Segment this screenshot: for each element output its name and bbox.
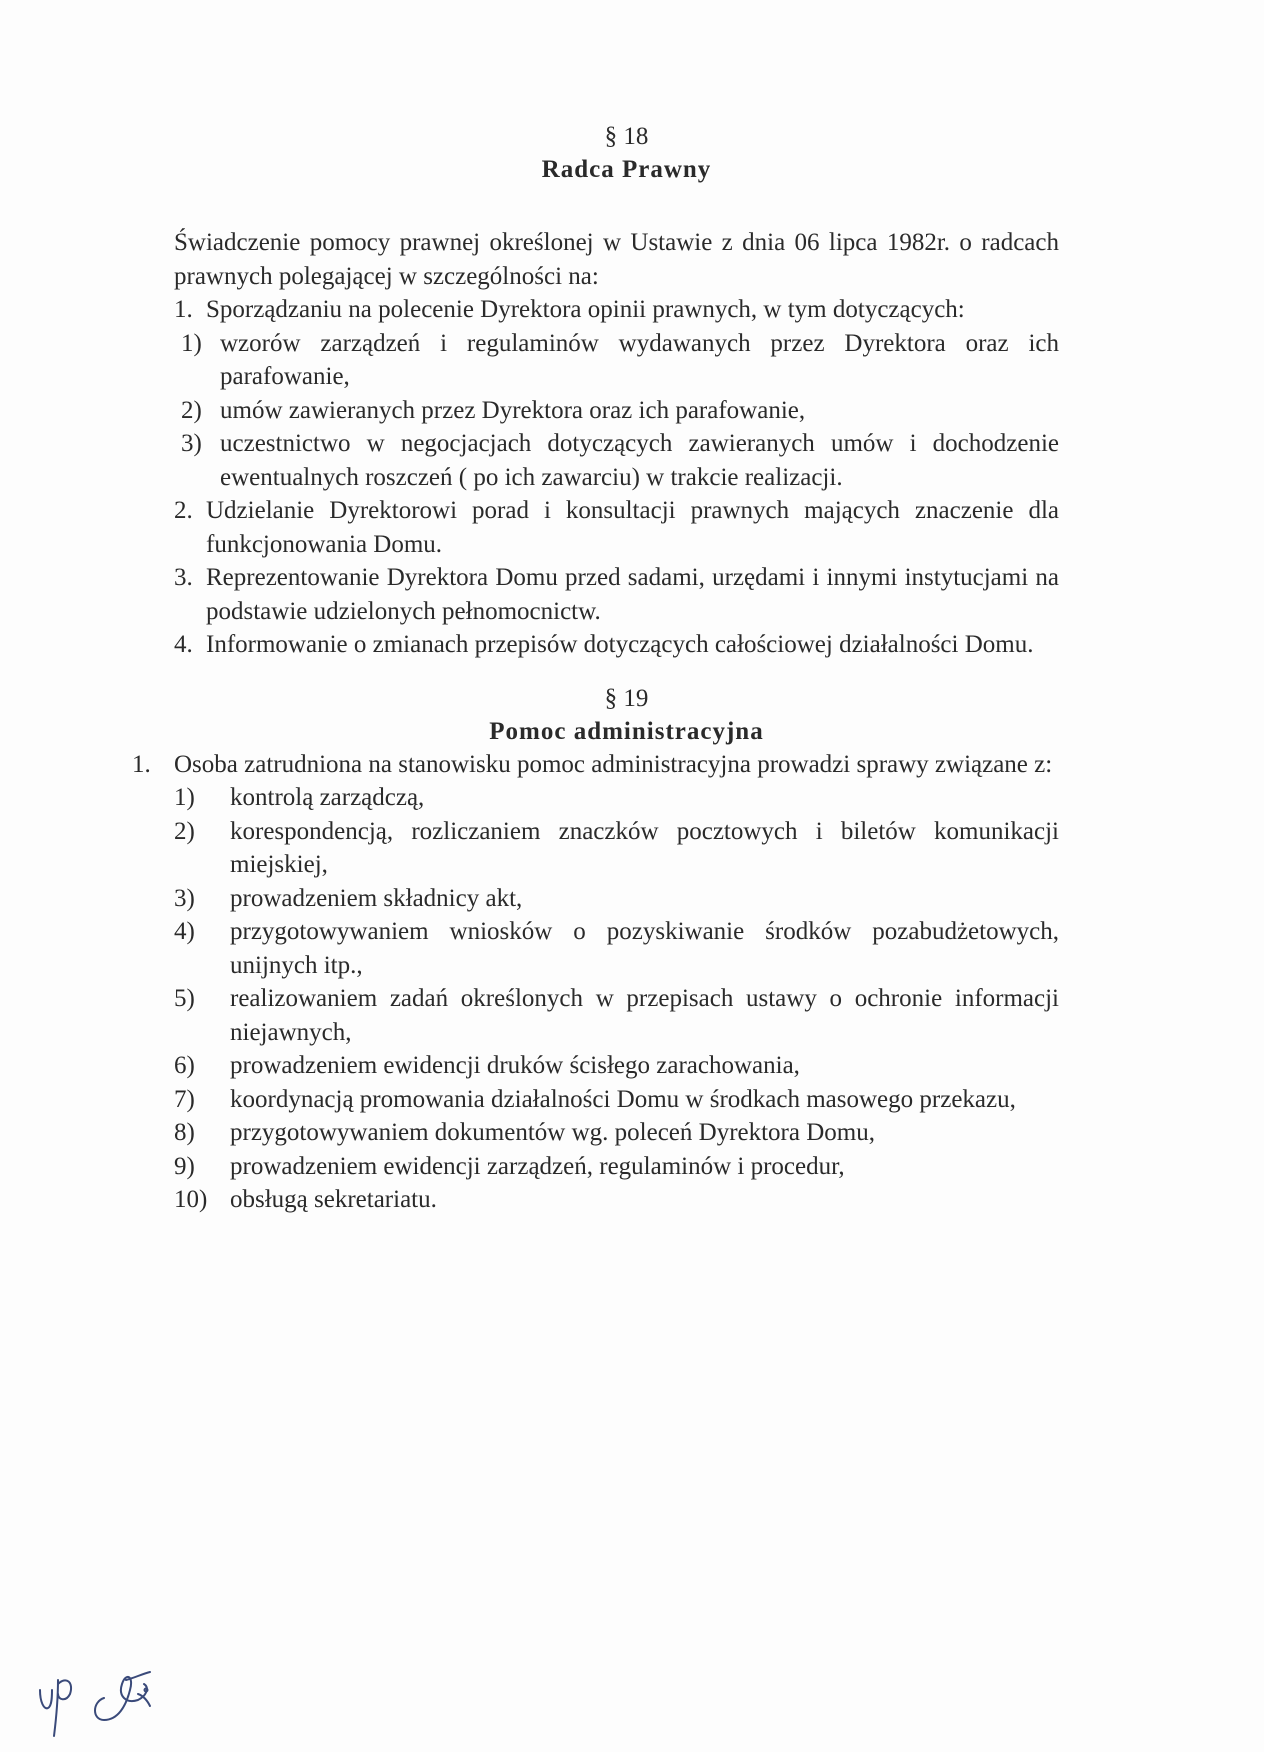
subitem-number: 4) [174,918,195,945]
section-18-intro: Świadczenie pomocy prawnej określonej w Ustawie z dnia 06 lipca 1982r. o radcach prawnych polegającej w szczególności na: [174,229,1059,290]
subitem-number: 9) [174,1152,195,1180]
section-18-item-4 [174,628,1059,662]
item-text: Reprezentowanie Dyrektora Domu przed sadami, urzędami i innymi instytucjami na podstawie udzielonych pełnomocnictw. [206,564,1059,625]
subitem-number: 10) [174,1186,208,1213]
subitem-number: 2) [174,817,195,845]
handwritten-signature [34,1650,174,1740]
section-18-item-1 [174,293,1059,327]
subitem-text: przygotowywaniem dokumentów wg. poleceń Dyrektora Domu, [230,1119,875,1146]
subitem-text: umów zawieranych przez Dyrektora oraz ich parafowanie, [220,396,806,424]
section-19-subitem-3 [174,882,1059,916]
section-19-subitem-2 [174,815,1059,882]
subitem-text: obsługą sekretariatu. [230,1186,437,1213]
item-text: Osoba zatrudniona na stanowisku pomoc administracyjna prowadzi sprawy związane z: [174,750,1053,778]
subitem-number: 6) [174,1052,195,1079]
subitem-number: 1) [174,784,195,811]
section-18-title: Radca Prawny [541,156,712,183]
section-19-subitem-8 [174,1116,1059,1150]
subitem-text: kontrolą zarządczą, [230,784,425,811]
subitem-text: korespondencją, rozliczaniem znaczków pocztowych i biletów komunikacji miejskiej, [230,817,1059,878]
section-18-subitem-1 [174,327,1059,394]
item-text: Sporządzaniu na polecenie Dyrektora opinii prawnych, w tym dotyczących: [206,296,965,323]
subitem-number: 3) [181,430,202,457]
subitem-text: uczestnictwo w negocjacjach dotyczących zawieranych umów i dochodzenie ewentualnych roszczeń ( po ich zawarciu) w trakcie realizacji. [220,430,1059,491]
section-19-subitem-7 [174,1083,1059,1117]
section-19-subitem-10 [174,1183,1059,1217]
subitem-number: 5) [174,985,195,1012]
item-text: Informowanie o zmianach przepisów dotyczących całościowej działalności Domu. [206,631,1034,658]
section-19-title: Pomoc administracyjna [489,717,764,745]
section-19-subitem-4 [174,915,1059,982]
subitem-text: przygotowywaniem wniosków o pozyskiwanie środków pozabudżetowych, unijnych itp., [230,918,1059,979]
subitem-text: realizowaniem zadań określonych w przepisach ustawy o ochronie informacji niejawnych, [230,985,1059,1046]
section-18-subitem-2 [174,394,1059,428]
subitem-text: wzorów zarządzeń i regulaminów wydawanych przez Dyrektora oraz ich parafowanie, [220,329,1059,390]
section-19-subitem-9 [174,1150,1059,1184]
subitem-number: 8) [174,1119,195,1146]
item-number: 3. [174,564,193,591]
subitem-text: koordynacją promowania działalności Domu w środkach masowego przekazu, [230,1085,1016,1113]
subitem-number: 3) [174,884,195,912]
section-19-item-1 [132,748,1059,782]
section-18-item-3 [174,561,1059,628]
subitem-text: prowadzeniem ewidencji druków ścisłego zarachowania, [230,1052,800,1079]
item-number: 1. [132,750,151,778]
item-number: 4. [174,631,193,658]
subitem-text: prowadzeniem składnicy akt, [230,884,523,912]
subitem-text: prowadzeniem ewidencji zarządzeń, regulaminów i procedur, [230,1152,845,1180]
subitem-number: 7) [174,1085,195,1113]
subitem-number: 1) [181,329,202,357]
section-19-sign: § 19 [604,684,649,712]
section-18-item-2 [174,494,1059,561]
section-18-subitem-3 [174,427,1059,494]
subitem-number: 2) [181,396,202,424]
document-content [132,120,1059,1217]
section-19-subitem-1 [174,781,1059,815]
item-text: Udzielanie Dyrektorowi porad i konsultacji prawnych mających znaczenie dla funkcjonowania Domu. [206,497,1059,558]
section-18-sign: § 18 [604,123,649,150]
item-number: 2. [174,497,193,524]
item-number: 1. [174,296,193,323]
section-19-subitem-6 [174,1049,1059,1083]
section-19-subitem-5 [174,982,1059,1049]
